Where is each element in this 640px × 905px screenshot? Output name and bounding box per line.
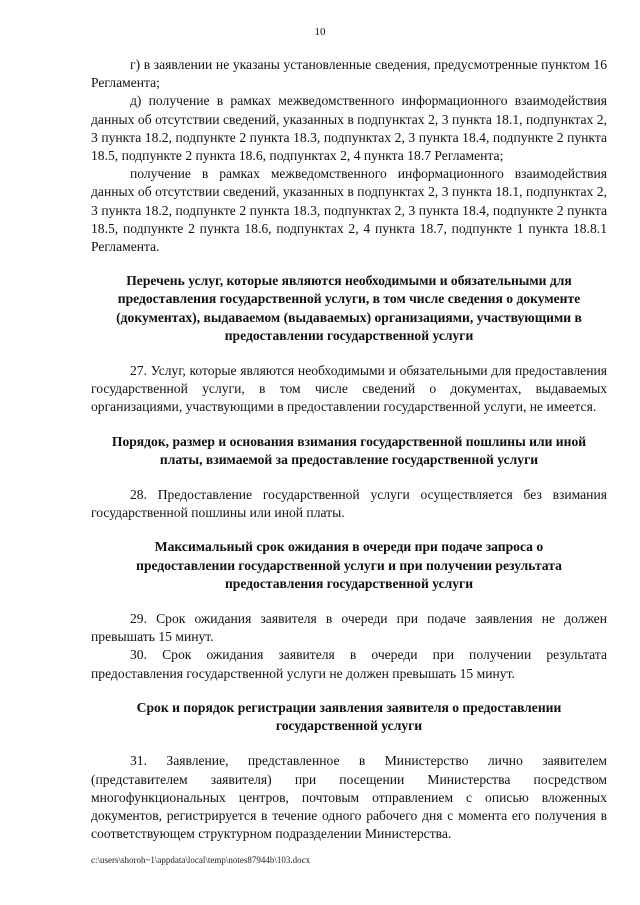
section-heading-fee: Порядок, размер и основания взимания государственной пошлины или иной платы, взимаемой за предоставление государственной услуги [111,433,587,467]
paragraph-30: 30. Срок ожидания заявителя в очереди при получении результата предоставления государственной услуги не должен превышать 15 минут. [91,647,607,681]
paragraph-d-cont: получение в рамках межведомственного информационного взаимодействия данных об отсутствии сведений, указанных в подпунктах 2, 3 пункта 18.1, подпунктах 2, 3 пункта 18.2, подпункте 2 пункта 18.3, подпунктах 2, 3 пункта 18.4, подпункте 2 пункта 18.5, подпункте 2 пункта 18.6, подпунктах 2, 4 пункта 18.7, подпункте 1 пункта 18.8.1 Регламента. [91,166,607,255]
footer-file-path: c:\users\shoroh~1\appdata\local\temp\notes87944b\103.docx [91,855,311,865]
section-heading-services-list: Перечень услуг, которые являются необходимыми и обязательными для предоставления государственной услуги, в том числе сведения о документе (документах), выдаваемом (выдаваемых) организациями, участвующими в предоставлении государственной услуги [116,273,582,343]
paragraph-d: д) получение в рамках межведомственного информационного взаимодействия данных об отсутствии сведений, указанных в подпунктах 2, 3 пункта 18.1, подпунктах 2, 3 пункта 18.2, подпункте 2 пункта 18.3, подпунктах 2, 3 пункта 18.4, подпункте 2 пункта 18.5, подпункте 2 пункта 18.6, подпунктах 2, 4 пункта 18.7 Регламента; [91,93,607,164]
paragraph-31: 31. Заявление, представленное в Министерство лично заявителем (представителем заявителя) при посещении Министерства посредством многофункциональных центров, почтовым отправлением с описью вложенных документов, регистрируется в течение одного рабочего дня с момента его получения в соответствующем структурном подразделении Министерства. [91,753,607,842]
paragraph-28: 28. Предоставление государственной услуги осуществляется без взимания государственной пошлины или иной платы. [91,487,607,521]
paragraph-27: 27. Услуг, которые являются необходимыми и обязательными для предоставления государственной услуги, в том числе сведений о документах, выдаваемых организациями, участвующими в предоставлении государственной услуги, не имеется. [91,363,607,415]
section-heading-queue-time: Максимальный срок ожидания в очереди при подаче запроса о предоставлении государственной услуги и при получении результата предоставления государственной услуги [136,539,562,591]
page-number: 10 [314,26,326,38]
document-body [91,56,607,843]
paragraph-29: 29. Срок ожидания заявителя в очереди при подаче заявления не должен превышать 15 минут. [91,611,607,645]
section-heading-registration: Срок и порядок регистрации заявления заявителя о предоставлении государственной услуги [136,699,562,734]
paragraph-g: г) в заявлении не указаны установленные сведения, предусмотренные пунктом 16 Регламента; [91,57,607,91]
